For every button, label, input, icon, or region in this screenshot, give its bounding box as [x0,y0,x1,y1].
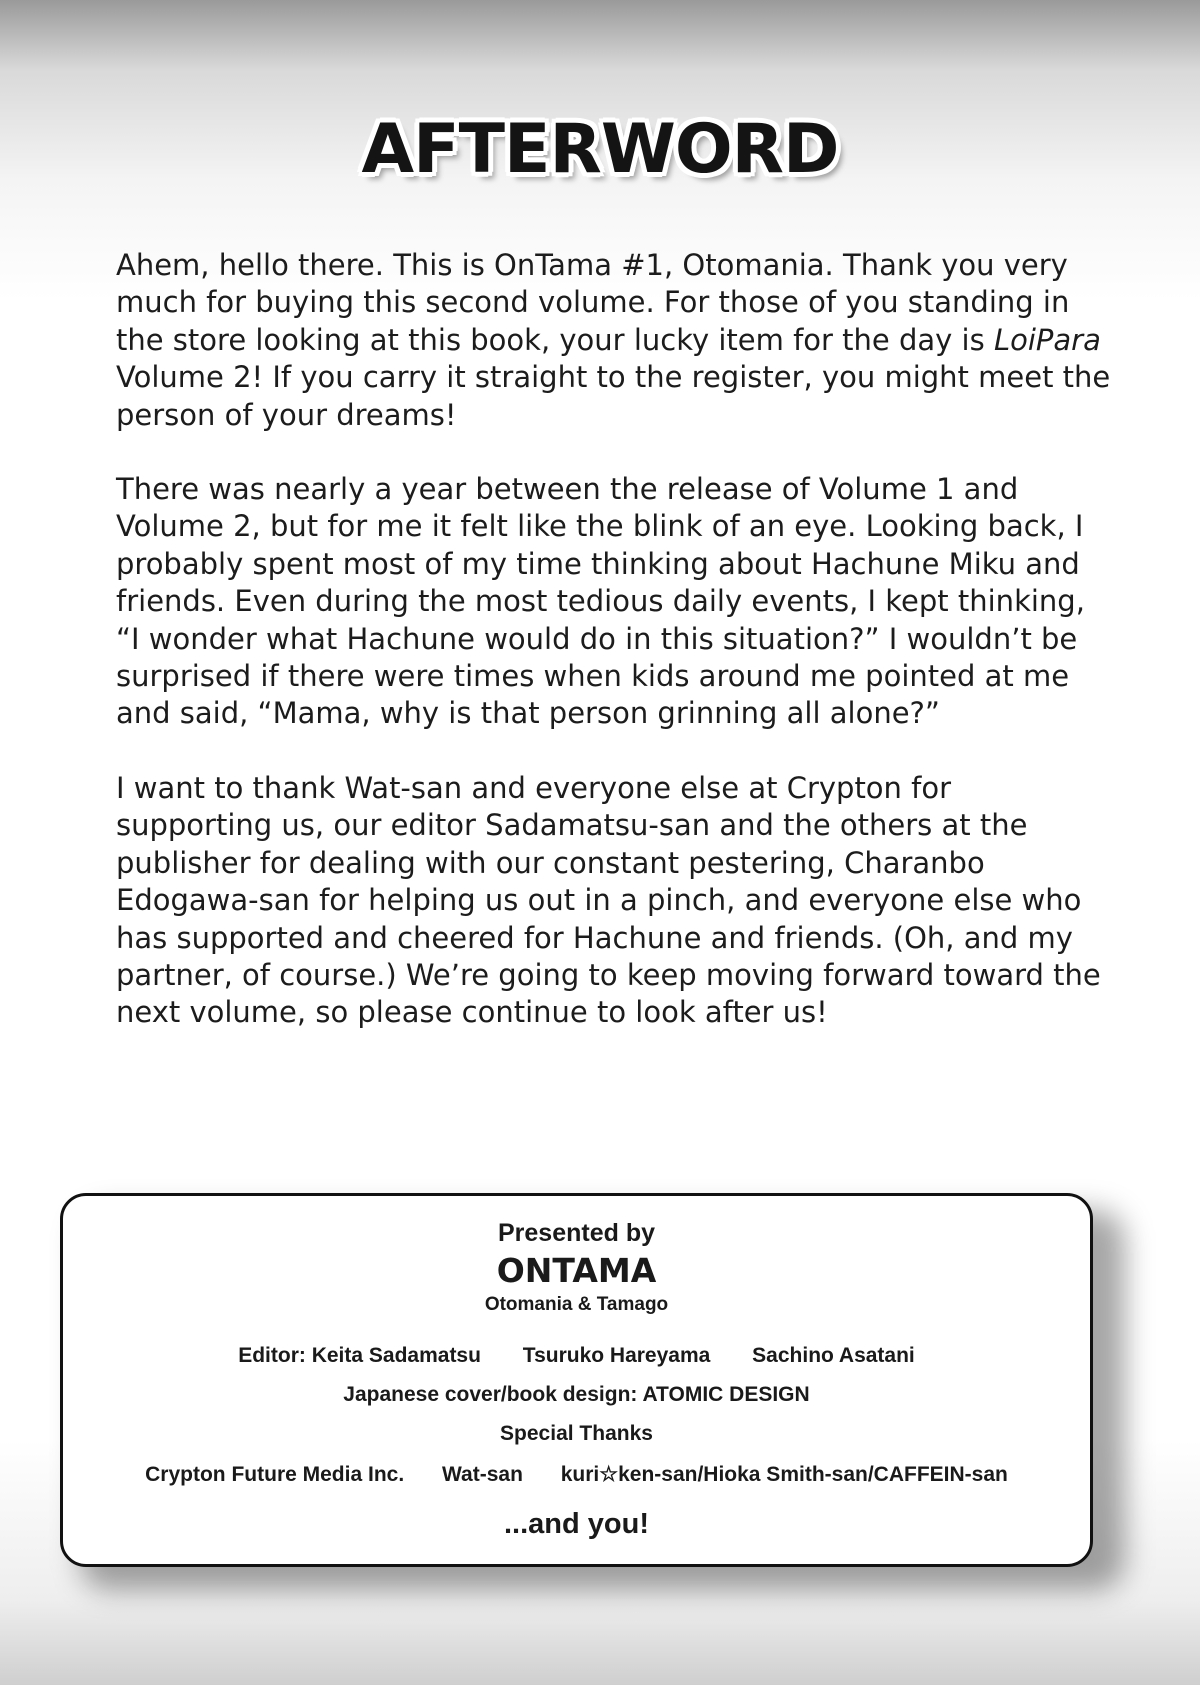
afterword-paragraph-2: There was nearly a year between the release of Volume 1 and Volume 2, but for me it felt like the blink of an eye. Looking back, I probably spent most of my time thinking about Hachune Miku and friends. Even during the most tedious daily events, I kept thinking, “I wonder what Hachune would do in this situation?” I wouldn’t be surprised if there were times when kids around me pointed at me and said, “Mama, why is that person grinning all alone?” [116,472,1085,731]
afterword-body [116,247,1116,1069]
afterword-paragraph-3: I want to thank Wat-san and everyone else at Crypton for supporting us, our editor Sadamatsu-san and the others at the publisher for dealing with our constant pestering, Charanbo Edogawa-san for helping us out in a pinch, and everyone else who has supported and cheered for Hachune and friends. (Oh, and my partner, of course.) We’re going to keep moving forward toward the next volume, so please continue to look after us! [116,770,1101,1030]
special-thanks-item: kuri☆ken-san/Hioka Smith-san/CAFFEIN-san [560,1463,1008,1486]
editor-credit: Editor: Keita Sadamatsu [238,1344,481,1367]
editor-credit: Tsuruko Hareyama [522,1344,711,1367]
special-thanks-title: Special Thanks [500,1422,653,1445]
title-loipara: LoiPara [993,322,1101,357]
editor-credits [63,1344,1090,1368]
editor-credit: Sachino Asatani [752,1344,915,1367]
paragraph-1-text-a: Ahem, hello there. This is OnTama #1, Otomania. Thank you very much for buying this second volume. For those of you standing in the store looking at this book, your lucky item for the day is [116,248,1070,357]
page-title: AFTERWORD [361,110,839,189]
group-members: Otomania & Tamago [484,1294,669,1315]
paragraph-1-text-b: Volume 2! If you carry it straight to the register, you might meet the person of your dreams! [116,360,1111,432]
closing-line: ...and you! [504,1508,649,1540]
presented-by-label: Presented by [497,1219,655,1247]
afterword-paragraph-1 [116,247,1116,434]
design-credit: Japanese cover/book design: ATOMIC DESIGN [343,1383,810,1406]
special-thanks-item: Crypton Future Media Inc. [145,1463,405,1486]
special-thanks-item: Wat-san [442,1463,523,1486]
group-name: ONTAMA [496,1251,657,1290]
credits-box [60,1193,1093,1567]
special-thanks-list [63,1462,1090,1487]
